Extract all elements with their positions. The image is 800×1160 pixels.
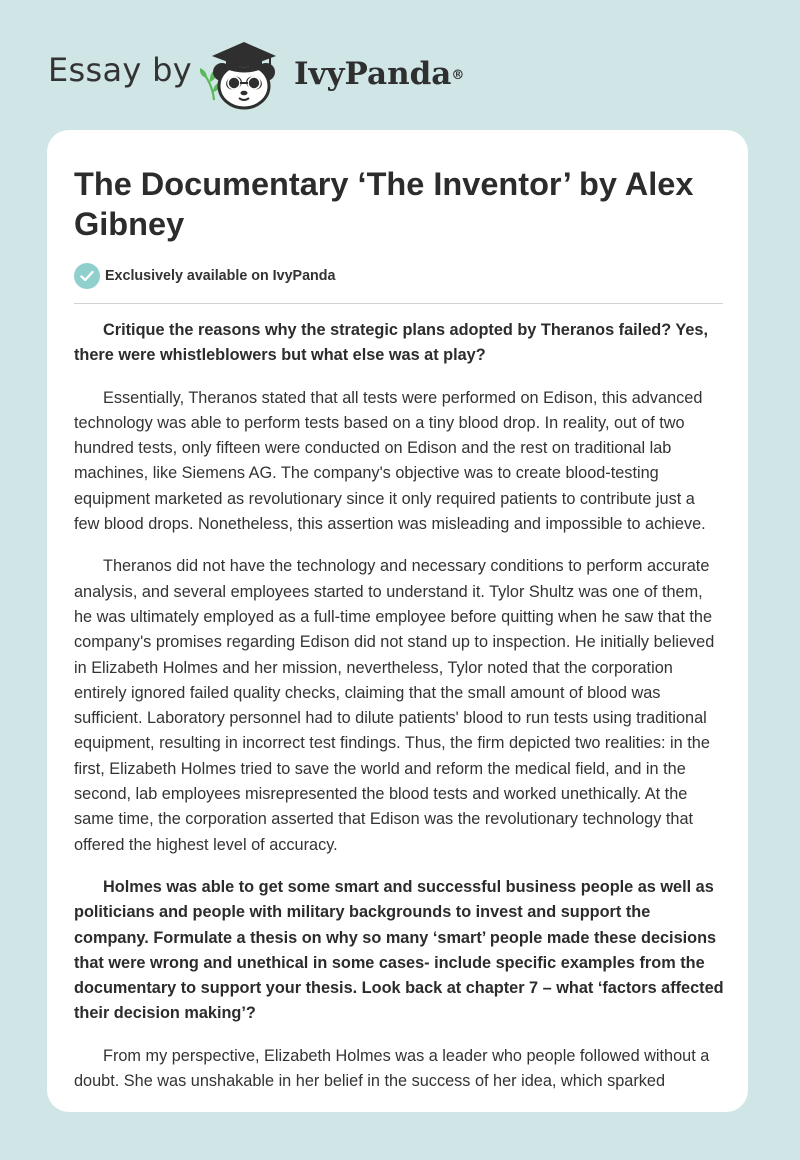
brand-name[interactable] bbox=[294, 52, 464, 96]
brand-name-text: IvyPanda bbox=[294, 56, 452, 92]
body-paragraph: From my perspective, Elizabeth Holmes was a leader who people followed without a doubt. She was unshakable in her belief in the success of her idea, which sparked bbox=[74, 1046, 710, 1091]
essay-card bbox=[47, 130, 748, 1112]
registered-mark: ® bbox=[451, 68, 465, 83]
body-paragraph: Essentially, Theranos stated that all tests were performed on Edison, this advanced technology was able to perform tests based on a tiny blood drop. In reality, out of two hundred tests, only fifteen were conducted on Edison and the rest on traditional lab machines, like Siemens AG. The company's objective was to create blood-testing equipment marketed as revolutionary since it only required patients to contribute just a few blood drops. Nonetheless, this assertion was misleading and impossible to achieve. bbox=[74, 388, 706, 534]
checkmark-icon bbox=[74, 263, 100, 289]
site-header bbox=[0, 0, 800, 130]
essay-body bbox=[74, 318, 724, 1111]
question-paragraph: Critique the reasons why the strategic plans adopted by Theranos failed? Yes, there were whistleblowers but what else was at play? bbox=[74, 321, 708, 365]
body-paragraph: Theranos did not have the technology and necessary conditions to perform accurate analysis, and several employees started to understand it. Tylor Shultz was one of them, he was ultimately employed as a full-time employee before quitting when he saw that the company's promises regarding Edison did not stand up to inspection. He initially believed in Elizabeth Holmes and her mission, nevertheless, Tylor noted that the corporation entirely ignored failed quality checks, claiming that the small amount of blood was sufficient. Laboratory personnel had to dilute patients' blood to run tests using traditional equipment, resulting in incorrect test findings. Thus, the firm depicted two realities: in the first, Elizabeth Holmes tried to save the world and reform the medical field, and in the second, lab employees misrepresented the blood tests and worked unethically. At the same time, the corporation asserted that Edison was the revolutionary technology that offered the highest level of accuracy. bbox=[74, 557, 715, 854]
essay-by-label: Essay by bbox=[48, 51, 192, 89]
divider bbox=[74, 303, 723, 304]
page-title: The Documentary ‘The Inventor’ by Alex Gibney bbox=[74, 166, 694, 242]
badge-text: Exclusively available on IvyPanda bbox=[105, 268, 336, 284]
question-paragraph: Holmes was able to get some smart and successful business people as well as politicians and people with military backgrounds to invest and support the company. Formulate a thesis on why so many ‘smart’ people made these decisions that were wrong and unethical in some cases- include specific examples from the documentary to support your thesis. Look back at chapter 7 – what ‘factors affected their decision making’? bbox=[74, 877, 724, 1023]
exclusive-badge bbox=[74, 262, 335, 290]
panda-logo-icon[interactable] bbox=[200, 36, 292, 110]
